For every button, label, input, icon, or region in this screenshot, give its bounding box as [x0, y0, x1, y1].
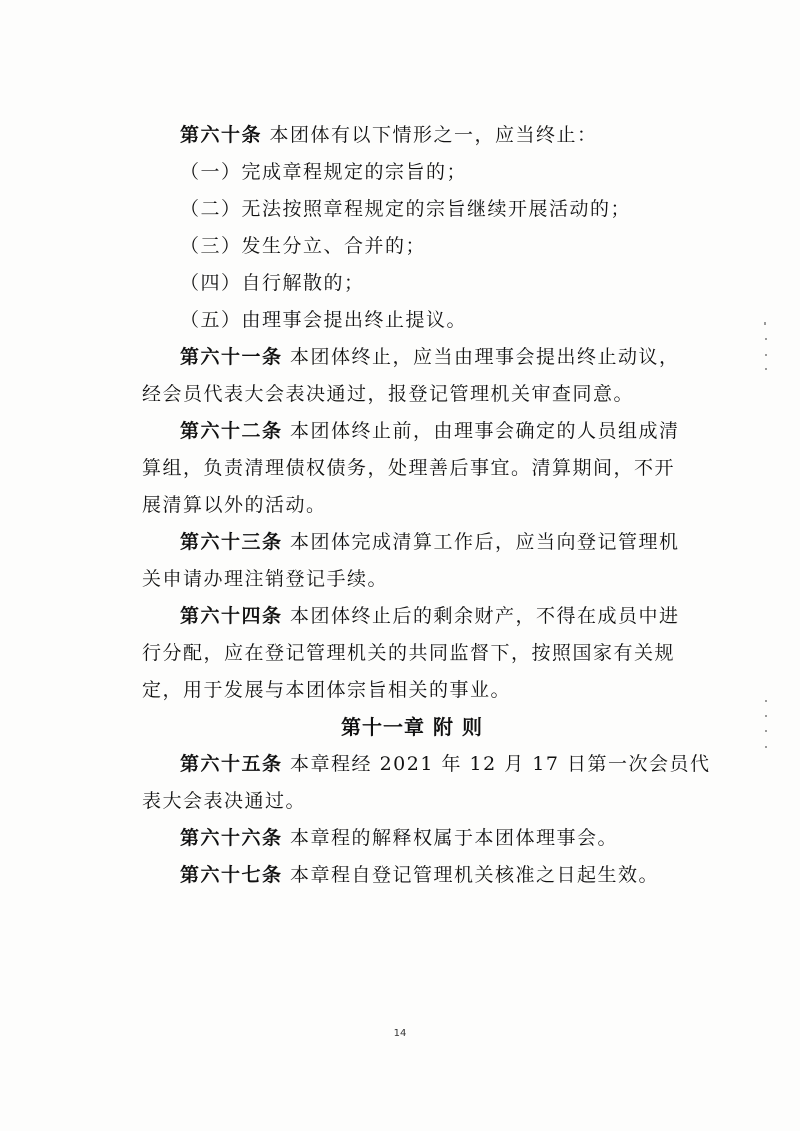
- article-text: 本章程自登记管理机关核准之日起生效。: [282, 864, 660, 886]
- list-item: （二）无法按照章程规定的宗旨继续开展活动的；: [180, 198, 632, 220]
- page-number: 14: [393, 1028, 407, 1039]
- article-65-line: [142, 746, 711, 783]
- article-title: 第六十二条: [180, 420, 283, 442]
- article-62-line: [142, 413, 682, 450]
- article-text: 本团体完成清算工作后，应当向登记管理机: [282, 531, 680, 553]
- article-text: 本章程的解释权属于本团体理事会。: [282, 827, 619, 849]
- article-text: 本章程经 2021 年 12 月 17 日第一次会员代: [282, 753, 711, 775]
- article-title: 第六十一条: [180, 346, 283, 368]
- article-title: 第六十三条: [180, 531, 283, 553]
- list-item: （五）由理事会提出终止提议。: [180, 309, 468, 331]
- article-text: 本团体终止，应当由理事会提出终止动议，: [282, 346, 680, 368]
- document-body: [142, 117, 711, 894]
- scan-speck: [765, 354, 767, 356]
- article-text-line: 算组，负责清理债权债务，处理善后事宜。清算期间，不开: [142, 457, 676, 479]
- article-text: 本团体有以下情形之一，应当终止：: [262, 124, 598, 146]
- scan-speck: [765, 715, 767, 717]
- article-63-line: [142, 524, 682, 561]
- article-64-line: [142, 598, 682, 635]
- scan-speck: [765, 700, 767, 702]
- article-text-line: 表大会表决通过。: [142, 790, 307, 812]
- article-text-line: 关申请办理注销登记手续。: [142, 568, 389, 590]
- article-text-line: 展清算以外的活动。: [142, 494, 327, 516]
- article-60-line: [142, 117, 682, 154]
- article-67-line: [142, 857, 682, 894]
- article-text: 本团体终止前，由理事会确定的人员组成清: [282, 420, 680, 442]
- article-title: 第六十四条: [180, 605, 283, 627]
- scan-speck: [765, 368, 767, 370]
- scan-speck: [765, 730, 767, 732]
- list-item: （一）完成章程规定的宗旨的；: [180, 161, 468, 183]
- article-text: 本团体终止后的剩余财产，不得在成员中进: [282, 605, 680, 627]
- article-title: 第六十七条: [180, 864, 283, 886]
- article-66-line: [142, 820, 682, 857]
- scan-speck: [764, 322, 766, 325]
- list-item: （三）发生分立、合并的；: [180, 235, 427, 257]
- article-title: 第六十六条: [180, 827, 283, 849]
- article-text-line: 定，用于发展与本团体宗旨相关的事业。: [142, 679, 512, 701]
- article-text-line: 经会员代表大会表决通过，报登记管理机关审查同意。: [142, 383, 635, 405]
- chapter-heading: 第十一章 附 则: [341, 715, 483, 739]
- scan-speck: [765, 746, 767, 748]
- article-text-line: 行分配，应在登记管理机关的共同监督下，按照国家有关规: [142, 642, 676, 664]
- article-title: 第六十五条: [180, 753, 283, 775]
- scan-speck: [765, 338, 767, 340]
- article-title: 第六十条: [180, 124, 263, 146]
- article-61-line: [142, 339, 682, 376]
- list-item: （四）自行解散的；: [180, 272, 365, 294]
